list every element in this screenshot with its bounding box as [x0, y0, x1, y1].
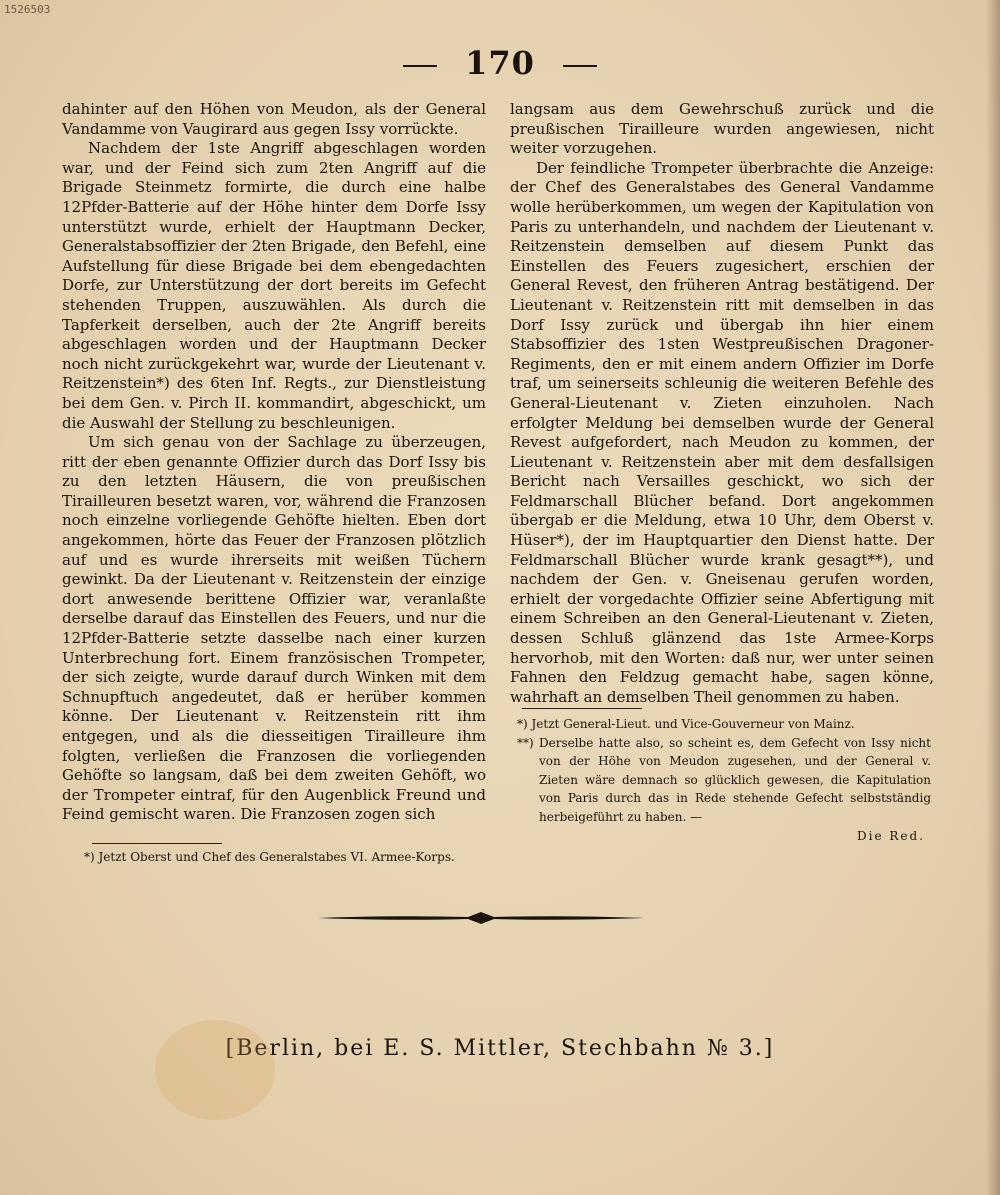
header-dash-left: [403, 65, 437, 67]
left-column: [62, 100, 486, 825]
header-dash-right: [563, 65, 597, 67]
ornamental-divider: [318, 909, 644, 927]
page-number: 170: [465, 44, 535, 82]
page-number-header: [0, 44, 1000, 82]
right-column: [510, 100, 934, 707]
footnote: **) Derselbe hatte also, so scheint es, dem Gefecht von Issy nicht von der Höhe von Meudon zugesehen, und der General v. Zieten wäre demnach so glücklich gewesen, die Kapitulation von Paris durch das in Rede stehende Gefecht selbstständig herbeigeführt zu haben. —: [517, 735, 931, 824]
archive-stamp: 1526503: [4, 3, 51, 16]
paragraph: Um sich genau von der Sachlage zu überzeugen, ritt der eben genannte Offizier durch das Dorf Issy bis zu den letzten Häusern, die von preußischen Tirailleuren besetzt waren, vor, während die Franzosen noch einzelne vorliegende Gehöfte hielten. Eben dort angekommen, hörte das Feuer der Franzosen plötzlich auf und es wurde ihrerseits mit weißen Tüchern gewinkt. Da der Lieutenant v. Reitzenstein der einzige dort anwesende berittene Offizier war, veranlaßte derselbe darauf das Einstellen des Feuers, und nur die 12Pfder-Batterie setzte dasselbe nach einer kurzen Unterbrechung fort. Einem französischen Trompeter, der sich zeigte, wurde darauf durch Winken mit dem Schnupftuch angedeutet, daß er herüber kommen könne. Der Lieutenant v. Reitzenstein ritt ihm entgegen, und als die diesseitigen Tirailleure ihm folgten, verließen die Franzosen die vorliegenden Gehöfte so langsam, daß bei dem zweiten Gehöft, wo der Trompeter eintraf, für den Augenblick Freund und Feind gemischt waren. Die Franzosen zogen sich: [62, 433, 486, 824]
editor-signature: Die Red.: [856, 828, 925, 843]
paragraph: dahinter auf den Höhen von Meudon, als der General Vandamme von Vaugirard aus gegen Issy vorrückte.: [62, 100, 486, 138]
paragraph: langsam aus dem Gewehrschuß zurück und die preußischen Tirailleure wurden angewiesen, nicht weiter vorzugehen.: [510, 100, 934, 158]
footnotes-right: [517, 715, 931, 845]
paragraph: Der feindliche Trompeter überbrachte die Anzeige: der Chef des Generalstabes des General Vandamme wolle herüberkommen, um wegen der Kapitulation von Paris zu unterhandeln, und nachdem der Lieutenant v. Reitzenstein demselben auf diesem Punkt das Einstellen des Feuers zugesichert, erschien der General Revest, den früheren Antrag bestätigend. Der Lieutenant v. Reitzenstein ritt mit demselben in das Dorf Issy zurück und übergab ihn hier einem Stabsoffizier des 1sten Westpreußischen Dragoner-Regiments, den er mit einem andern Offizier im Dorfe traf, um seinerseits schleunig die weiteren Befehle des General-Lieutenant v. Zieten einzuholen. Nach erfolgter Meldung bei demselben wurde der General Revest aufgefordert, nach Meudon zu kommen, der Lieutenant v. Reitzenstein aber mit dem desfallsigen Bericht nach Versailles geschickt, wo sich der Feldmarschall Blücher befand. Dort angekommen übergab er die Meldung, etwa 10 Uhr, dem Oberst v. Hüser*), der im Hauptquartier den Dienst hatte. Der Feldmarschall Blücher wurde krank gesagt**), und nachdem der Gen. v. Gneisenau gerufen worden, erhielt der vorgedachte Offizier seine Abfertigung mit einem Schreiben an den General-Lieutenant v. Zieten, dessen Schluß glänzend das 1ste Armee-Korps hervorhob, mit den Worten: daß nur, wer unter seinen Fahnen den Feldzug gemacht habe, sagen könne, wahrhaft an demselben Theil genommen zu haben.: [510, 158, 934, 706]
paper-stain: [155, 1020, 275, 1120]
paragraph: Nachdem der 1ste Angriff abgeschlagen worden war, und der Feind sich zum 2ten Angriff auf die Brigade Steinmetz formirte, die durch eine halbe 12Pfder-Batterie auf der Höhe hinter dem Dorfe Issy unterstützt wurde, erhielt der Hauptmann Decker, Generalstabsoffizier der 2ten Brigade, den Befehl, eine Aufstellung für diese Brigade bei dem ebengedachten Dorfe, zur Unterstützung der dort bereits im Gefecht stehenden Truppen, auszuwählen. Als durch die Tapferkeit derselben, auch der 2te Angriff bereits abgeschlagen worden und der Hauptmann Decker noch nicht zurückgekehrt war, wurde der Lieutenant v. Reitzenstein*) des 6ten Inf. Regts., zur Dienstleistung bei dem Gen. v. Pirch II. kommandirt, abgeschickt, um die Auswahl der Stellung zu beschleunigen.: [62, 139, 486, 432]
footnote-rule: [522, 708, 642, 709]
publisher-imprint: [Berlin, bei E. S. Mittler, Stechbahn № 3.]: [225, 1036, 775, 1061]
page-edge-shadow: [986, 0, 1000, 1195]
footnote-left: *) Jetzt Oberst und Chef des Generalstabes VI. Armee-Korps.: [84, 850, 455, 864]
footnote-rule: [92, 843, 222, 844]
footnote: *) Jetzt General-Lieut. und Vice-Gouverneur von Mainz.: [517, 717, 855, 731]
